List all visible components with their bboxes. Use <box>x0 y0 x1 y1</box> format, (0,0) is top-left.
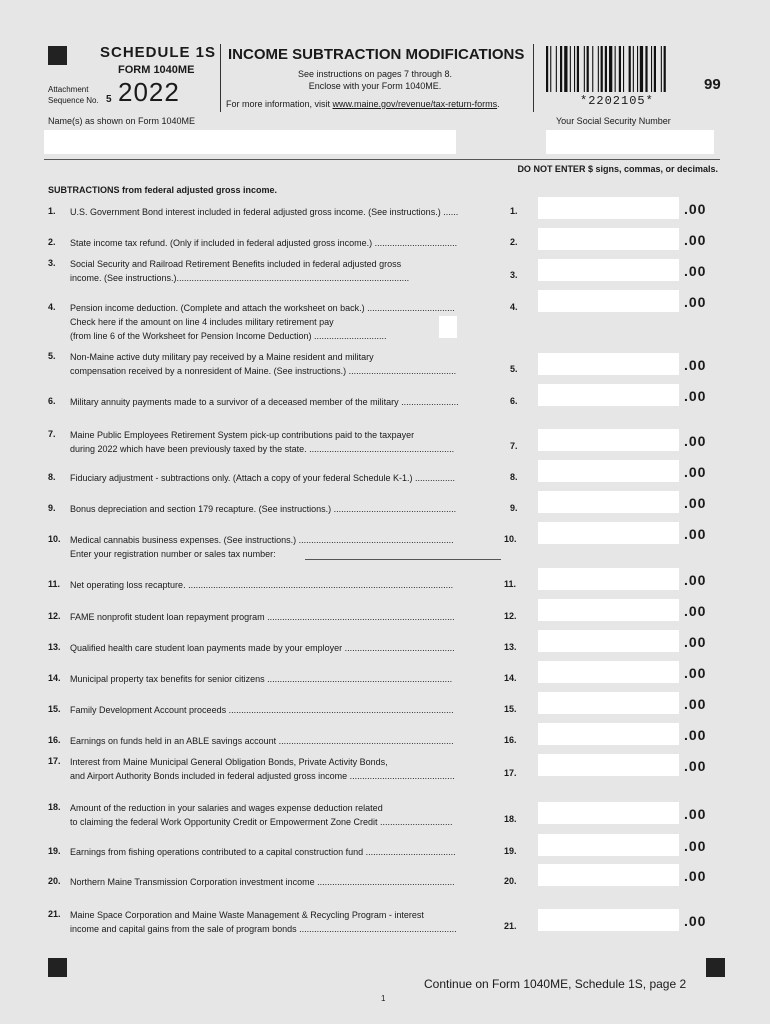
amount-input[interactable] <box>538 197 679 219</box>
header-divider-right <box>533 44 534 112</box>
cents-label: .00 <box>684 201 707 217</box>
amount-input[interactable] <box>538 568 679 590</box>
line-number: 9. <box>48 503 56 513</box>
line-number: 1. <box>48 206 56 216</box>
cents-label: .00 <box>684 603 707 619</box>
line-reference: 21. <box>504 921 517 931</box>
amount-input[interactable] <box>538 228 679 250</box>
line-number: 4. <box>48 302 56 312</box>
cents-label: .00 <box>684 388 707 404</box>
line-description: Earnings from fishing operations contributed to a capital construction fund .................................... <box>70 847 456 857</box>
line-reference: 6. <box>510 396 518 406</box>
cents-label: .00 <box>684 696 707 712</box>
amount-input[interactable] <box>538 460 679 482</box>
line-number: 7. <box>48 429 56 439</box>
amount-input[interactable] <box>538 429 679 451</box>
line-reference: 17. <box>504 768 517 778</box>
registration-mark-top-left <box>48 46 67 65</box>
line-number: 19. <box>48 846 61 856</box>
amount-input[interactable] <box>538 692 679 714</box>
page-number: 1 <box>381 994 386 1003</box>
cents-label: .00 <box>684 294 707 310</box>
cents-label: .00 <box>684 232 707 248</box>
amount-input[interactable] <box>538 353 679 375</box>
form-code: 99 <box>704 76 721 93</box>
line-reference: 11. <box>504 579 517 589</box>
more-info <box>226 99 500 109</box>
line-number: 16. <box>48 735 61 745</box>
line-number: 3. <box>48 258 56 268</box>
line-reference: 14. <box>504 673 517 683</box>
line-number: 18. <box>48 802 61 812</box>
line-description: Bonus depreciation and section 179 recapture. (See instructions.) ................................................. <box>70 504 457 514</box>
line-number: 12. <box>48 611 61 621</box>
instructions <box>230 68 520 92</box>
cents-label: .00 <box>684 464 707 480</box>
line-number: 5. <box>48 351 56 361</box>
cents-label: .00 <box>684 665 707 681</box>
amount-input[interactable] <box>538 384 679 406</box>
line-number: 15. <box>48 704 61 714</box>
schedule-title: SCHEDULE 1S <box>100 44 217 61</box>
amount-input[interactable] <box>538 661 679 683</box>
line-description: U.S. Government Bond interest included in federal adjusted gross income. (See instructions.) ...... <box>70 207 459 217</box>
line-description: Interest from Maine Municipal General Obligation Bonds, Private Activity Bonds, and Airport Authority Bonds included in federal adjusted gross income .......................................... <box>70 757 455 781</box>
line-reference: 7. <box>510 441 518 451</box>
line-reference: 16. <box>504 735 517 745</box>
amount-input[interactable] <box>538 864 679 886</box>
amount-input[interactable] <box>538 723 679 745</box>
amount-input[interactable] <box>538 259 679 281</box>
amount-input[interactable] <box>538 630 679 652</box>
line-description: Net operating loss recapture. .......................................................................................................... <box>70 580 454 590</box>
tax-year: 2022 <box>118 77 180 107</box>
amount-input[interactable] <box>538 909 679 931</box>
line-reference: 5. <box>510 364 518 374</box>
line-description: Amount of the reduction in your salaries and wages expense deduction related to claiming the federal Work Opportunity Credit or Empowerment Zone Credit ............................. <box>70 803 453 827</box>
line-number: 2. <box>48 237 56 247</box>
barcode-number: *2202105* <box>580 94 654 108</box>
line-description: Earnings on funds held in an ABLE savings account ...................................................................... <box>70 736 454 746</box>
line-description: Northern Maine Transmission Corporation investment income ....................................................... <box>70 877 455 887</box>
line-description: Military annuity payments made to a survivor of a deceased member of the military ....................... <box>70 397 459 407</box>
line-description: Qualified health care student loan payments made by your employer ............................................ <box>70 643 455 653</box>
cents-label: .00 <box>684 838 707 854</box>
more-info-link[interactable]: www.maine.gov/revenue/tax-return-forms <box>332 99 498 109</box>
instructions-line-1: See instructions on pages 7 through 8. <box>297 69 453 79</box>
line-number: 20. <box>48 876 61 886</box>
ssn-input[interactable] <box>546 130 714 154</box>
names-label: Name(s) as shown on Form 1040ME <box>48 116 196 126</box>
line-description: Municipal property tax benefits for senior citizens .......................................................................... <box>70 674 453 684</box>
cents-label: .00 <box>684 526 707 542</box>
line-description: FAME nonprofit student loan repayment program ........................................................................... <box>70 612 455 622</box>
entry-notice: DO NOT ENTER $ signs, commas, or decimals. <box>517 164 718 174</box>
line-description: Non-Maine active duty military pay received by a Maine resident and military compensation received by a nonresident of Maine. (See instructions.) ........................................... <box>70 352 457 376</box>
attachment-label: Attachment Sequence No. <box>48 85 99 105</box>
more-info-prefix: For more information, visit <box>226 99 333 109</box>
cents-label: .00 <box>684 357 707 373</box>
line-description: Pension income deduction. (Complete and attach the worksheet on back.) ................................... Check here if the amount on line 4 includes military retirement pay (from line 6 of the Worksheet for Pension Income Deduction) ............................. <box>70 303 455 341</box>
line-reference: 4. <box>510 302 518 312</box>
line-number: 14. <box>48 673 61 683</box>
names-input[interactable] <box>44 130 456 154</box>
line-number: 6. <box>48 396 56 406</box>
continue-note: Continue on Form 1040ME, Schedule 1S, page 2 <box>424 977 687 991</box>
line-number: 11. <box>48 579 61 589</box>
line-description: Maine Space Corporation and Maine Waste Management & Recycling Program - interest income and capital gains from the sale of program bonds ............................................................... <box>70 910 457 934</box>
line-reference: 18. <box>504 814 517 824</box>
amount-input[interactable] <box>538 522 679 544</box>
line-reference: 19. <box>504 846 517 856</box>
cents-label: .00 <box>684 433 707 449</box>
cents-label: .00 <box>684 727 707 743</box>
line-description: Social Security and Railroad Retirement Benefits included in federal adjusted gross income. (See instructions.)............................................................................................. <box>70 259 410 283</box>
registration-number-line[interactable] <box>305 559 501 560</box>
line-reference: 3. <box>510 270 518 280</box>
amount-input[interactable] <box>538 599 679 621</box>
line-reference: 8. <box>510 472 518 482</box>
line-description: Medical cannabis business expenses. (See instructions.) .............................................................. Enter your registration number or sales tax number: <box>70 535 454 559</box>
line-reference: 9. <box>510 503 518 513</box>
ssn-label: Your Social Security Number <box>556 116 671 126</box>
line-number: 8. <box>48 472 56 482</box>
line-reference: 1. <box>510 206 518 216</box>
line-reference: 13. <box>504 642 517 652</box>
registration-mark-bottom-right <box>706 958 725 977</box>
line-number: 17. <box>48 756 61 766</box>
line-reference: 2. <box>510 237 518 247</box>
line-number: 13. <box>48 642 61 652</box>
cents-label: .00 <box>684 868 707 884</box>
amount-input[interactable] <box>538 290 679 312</box>
line-number: 21. <box>48 909 61 919</box>
line-description: State income tax refund. (Only if included in federal adjusted gross income.) ................................. <box>70 238 458 248</box>
line-number: 10. <box>48 534 61 544</box>
cents-label: .00 <box>684 806 707 822</box>
amount-input[interactable] <box>538 491 679 513</box>
barcode-image <box>546 46 696 92</box>
line-description: Maine Public Employees Retirement System pick-up contributions paid to the taxpayer during 2022 which have been previously taxed by the state. .......................................................... <box>70 430 455 454</box>
line-reference: 12. <box>504 611 517 621</box>
section-heading: SUBTRACTIONS from federal adjusted gross income. <box>48 185 278 195</box>
amount-input[interactable] <box>538 754 679 776</box>
header-divider-left <box>220 44 221 112</box>
line-reference: 20. <box>504 876 517 886</box>
registration-mark-bottom-left <box>48 958 67 977</box>
cents-label: .00 <box>684 263 707 279</box>
cents-label: .00 <box>684 495 707 511</box>
line-description: Fiduciary adjustment - subtractions only. (Attach a copy of your federal Schedule K-1.) ................ <box>70 473 456 483</box>
cents-label: .00 <box>684 913 707 929</box>
cents-label: .00 <box>684 572 707 588</box>
divider-line <box>44 159 720 160</box>
line-reference: 15. <box>504 704 517 714</box>
amount-input[interactable] <box>538 834 679 856</box>
form-name: FORM 1040ME <box>118 64 195 76</box>
form-title: INCOME SUBTRACTION MODIFICATIONS <box>228 46 525 63</box>
cents-label: .00 <box>684 634 707 650</box>
line-description: Family Development Account proceeds .......................................................................................... <box>70 705 454 715</box>
instructions-line-2: Enclose with your Form 1040ME. <box>308 81 442 91</box>
sequence-number: 5 <box>106 94 112 105</box>
cents-label: .00 <box>684 758 707 774</box>
line-reference: 10. <box>504 534 517 544</box>
more-info-suffix: . <box>497 99 500 109</box>
amount-input[interactable] <box>538 802 679 824</box>
military-retirement-checkbox[interactable] <box>439 316 457 338</box>
